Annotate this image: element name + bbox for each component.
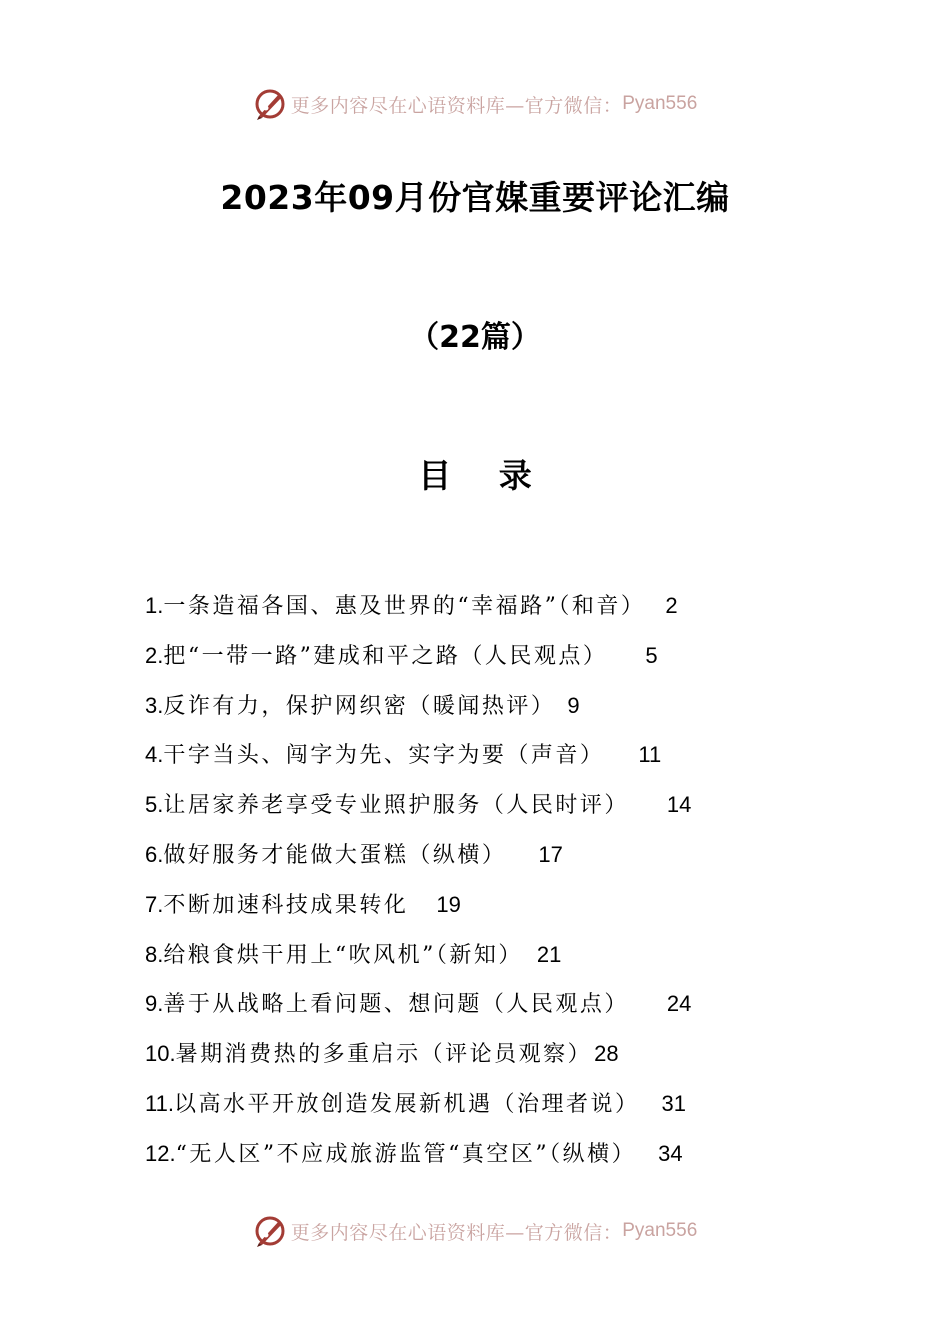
toc-item-number: 10. [145,1041,176,1067]
toc-item-page: 9 [567,692,580,718]
toc-item-page: 17 [538,841,563,867]
toc-item-10[interactable] [145,1032,845,1082]
watermark-wechat-id: Pyan556 [622,93,698,114]
toc-item-title: 给粮食烘干用上“吹风机”（新知） [163,942,523,968]
toc-item-3[interactable] [145,684,845,734]
toc-item-5[interactable] [145,783,845,833]
toc-item-number: 3. [145,692,164,718]
pen-logo-icon [253,1214,287,1248]
toc-item-page: 34 [658,1140,683,1166]
toc-item-number: 7. [145,891,164,917]
toc-item-number: 5. [145,792,164,818]
toc-item-page: 2 [665,593,678,618]
toc-item-title: 不断加速科技成果转化 [163,892,409,918]
toc-item-title: 让居家养老享受专业照护服务（人民时评） [163,793,629,819]
toc-item-title: 一条造福各国、惠及世界的“幸福路”（和音） [163,594,646,619]
watermark-top [0,84,950,124]
toc-item-page: 14 [666,792,692,818]
toc-item-11[interactable] [145,1082,845,1132]
toc-item-number: 8. [145,941,164,967]
toc-item-12[interactable] [145,1132,845,1182]
toc-item-8[interactable] [145,933,845,983]
toc-item-number: 2. [145,642,164,668]
toc-item-2[interactable] [145,634,845,684]
watermark-text: 更多内容尽在心语资料库—官方微信： [290,1221,623,1244]
toc-item-page: 19 [436,891,461,917]
toc-item-number: 1. [145,593,164,618]
toc-item-page: 24 [666,991,692,1017]
toc-item-number: 6. [145,841,164,867]
toc-item-6[interactable] [145,833,845,883]
toc-item-page: 11 [638,742,662,768]
toc-item-page: 5 [645,642,658,668]
toc-item-title: 干字当头、闯字为先、实字为要（声音） [163,743,605,769]
toc-item-title: 把“一带一路”建成和平之路（人民观点） [163,643,608,669]
toc-heading: 目 录 [418,456,550,495]
toc-item-7[interactable] [145,883,845,933]
toc-item-title: 以高水平开放创造发展新机遇（治理者说） [173,1091,640,1117]
toc-item-1[interactable] [145,584,845,634]
watermark-bottom [0,1211,950,1251]
toc-item-number: 9. [145,991,164,1017]
watermark-text: 更多内容尽在心语资料库—官方微信： [290,94,623,117]
document-subtitle: （22篇） [409,320,541,355]
toc-item-page: 31 [661,1090,686,1116]
toc-item-number: 12. [145,1140,176,1166]
toc-item-title: 做好服务才能做大蛋糕（纵横） [163,842,507,868]
toc-item-title: “无人区”不应成旅游监管“真空区”（纵横） [175,1141,637,1167]
toc-item-title: 善于从战略上看问题、想问题（人民观点） [163,992,629,1018]
toc-item-number: 11. [145,1090,174,1116]
toc-item-title: 暑期消费热的多重启示（评论员观察） [175,1042,593,1068]
toc-item-number: 4. [145,742,164,768]
toc-item-9[interactable] [145,982,845,1032]
toc-item-page: 21 [536,941,562,967]
toc-item-page: 28 [594,1041,619,1067]
toc-item-title: 反诈有力，保护网织密（暖闻热评） [163,693,556,719]
watermark-wechat-id: Pyan556 [622,1220,698,1241]
pen-logo-icon [253,87,287,121]
toc-item-4[interactable] [145,733,845,783]
document-title: 2023年09月份官媒重要评论汇编 [220,178,730,217]
table-of-contents [145,584,845,1182]
